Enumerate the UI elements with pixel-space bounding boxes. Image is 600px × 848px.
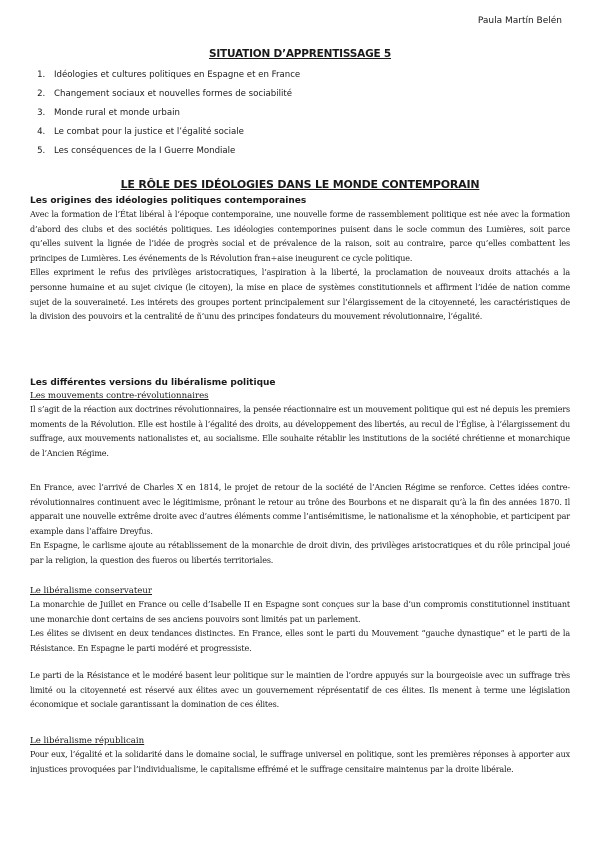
paragraph: Pour eux, l’égalité et la solidarité dans le domaine social, le suffrage universel en politique, sont les premières réponses à apporter aux injustices provoquées par l’individualisme, le capitalisme effrémé et le suffrage censitaire maintenus par la droite libérale.: [30, 750, 570, 774]
toc-list: [30, 66, 300, 161]
section-origins: [30, 195, 570, 325]
paragraph: En Espagne, le carlisme ajoute au rétablissement de la monarchie de droit divin, des privilèges aristocratiques et du rôle principal joué par la religion, la question des fueros ou libertés territoriales.: [30, 541, 570, 565]
toc-item: 3. Monde rural et monde urbain: [48, 104, 300, 123]
paragraph: La monarchie de Juillet en France ou celle d’Isabelle II en Espagne sont conçues sur la base d’un compromis constitutionnel instituant une monarchie dont certains de ses anciens pouvoirs sont limités pat un parlement.: [30, 600, 570, 624]
toc-item: 4. Le combat pour la justice et l’égalité sociale: [48, 123, 300, 142]
section-liberalism: [30, 377, 570, 461]
subsection-heading: Le libéralisme républicain: [30, 736, 145, 746]
paragraph: Le parti de la Résistance et le modéré basent leur politique sur le maintien de l’ordre appuyés sur la bourgeoisie avec un suffrage très limité ou la citoyenneté est réservé aux élites avec un gouvernement réprésentatif de ces élites. Ils menent à terme une législation économique et sociale garantissant la domination de ces élites.: [30, 671, 570, 710]
situation-title: SITUATION D’APPRENTISSAGE 5: [208, 48, 392, 60]
toc-item: 1. Idéologies et cultures politiques en Espagne et en France: [48, 66, 300, 85]
subsection-conservative: [30, 585, 570, 656]
paragraph-block: [30, 481, 570, 569]
paragraph: Avec la formation de l’État libéral à l’époque contemporaine, une nouvelle forme de rassemblement politique est née avec la formation d’abord des clubs et des sociétés politiques. Les idéologies contemporines puisent dans le socle commun des Lumières, soit parce qu’elles suivent la lignée de l’idée de progrès social et de prévalence de la raison, soit au contraire, parce qu’elles combattent les principes de Lumières. Les événements de ls Révolution fran÷aise ineugurent ce cycle politique.: [30, 210, 570, 263]
subsection-republican: [30, 735, 570, 777]
paragraph: En France, avec l’arrivé de Charles X en 1814, le projet de retour de la société de l’Ancien Régime se renforce. Cettes idées contre-révolutionnaires continuent avec le légitimisme, prônant le retour au trône des Bourbons et ne disparait qu’à la fin des années 1870. Il apparait une nouvelle extrême droite avec d’autres éléments comme l’antisémitisme, le nationalisme et la xénophobie, et participent par example dans l’affaire Dreyfus.: [30, 483, 571, 536]
toc-item: 5. Les conséquences de la I Guerre Mondiale: [48, 142, 300, 161]
paragraph: Il s’agit de la réaction aux doctrines révolutionnaires, la pensée réactionnaire est un mouvement politique qui est né depuis les premiers moments de la Révolution. Elle est hostile à l’égalité des droits, au développement des libertés, au recul de l’Église, à l’élargissement du suffrage, aux mouvements nationalistes et, au socialisme. Elle souhaite rétablir les institutions de la société chrétienne et monarchique de l’Ancien Régime.: [30, 405, 570, 458]
paragraph-block: [30, 669, 570, 713]
section-heading: Les origines des idéologies politiques contemporaines: [30, 196, 307, 206]
paragraph: Les élites se divisent en deux tendances distinctes. En France, elles sont le parti du Mouvement “gauche dynastique” et le parti de la Résistance. En Espagne le parti modéré et progressiste.: [30, 629, 570, 653]
section-heading: Les différentes versions du libéralisme politique: [30, 378, 276, 388]
main-title: LE RÔLE DES IDÉOLOGIES DANS LE MONDE CONTEMPORAIN: [120, 178, 480, 191]
subsection-heading: Les mouvements contre-révolutionnaires: [30, 391, 209, 401]
author-name: Paula Martín Belén: [477, 16, 562, 26]
paragraph: Elles expriment le refus des privilèges aristocratiques, l’aspiration à la liberté, la proclamation de nouveaux droits attachés a la personne humaine et au sujet civique (le citoyen), la mise en place de systèmes constitutionnels et affirment l’idée de nation comme sujet de la souveraineté. Les intérets des groupes portent principalement sur l’élargissement de la citoyenneté, les caractéristiques de la division des pouvoirs et la centralité de ñ’unu des principes fondateurs du mouvement révolutionnaire, l’égalité.: [30, 268, 570, 322]
subsection-heading: Le libéralisme conservateur: [30, 586, 152, 596]
toc-item: 2. Changement sociaux et nouvelles formes de sociabilité: [48, 85, 300, 104]
